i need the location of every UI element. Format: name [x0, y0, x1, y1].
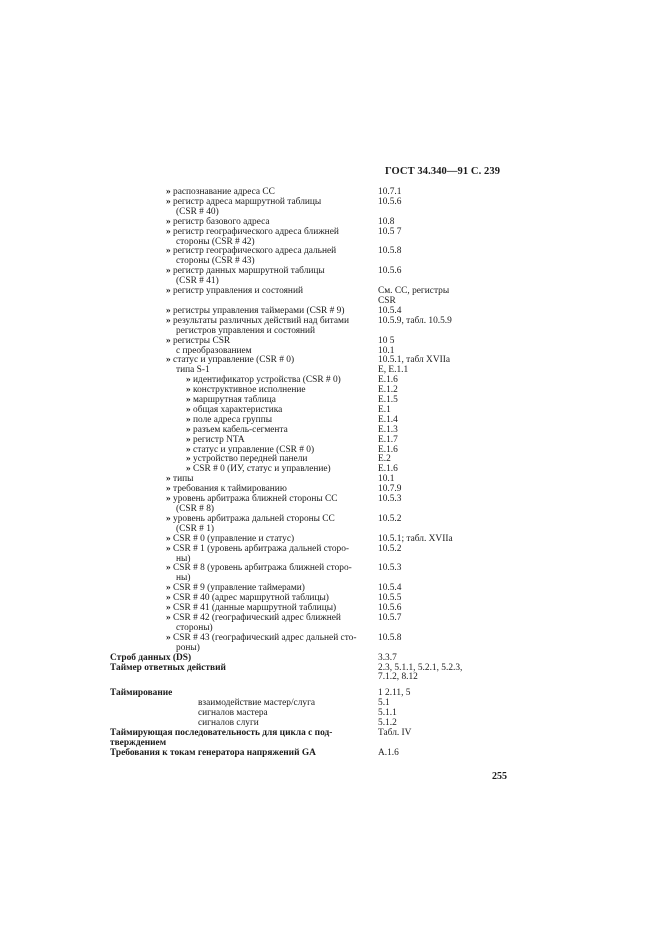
index-reference: См. СС, регистры	[378, 286, 450, 297]
index-reference: 10.5.6	[378, 196, 402, 207]
index-entry	[110, 664, 530, 674]
index-term: Строб данных (DS)	[110, 652, 192, 663]
index-reference: 3.3.7	[378, 652, 397, 663]
index-term: » маршрутная таблица	[110, 396, 378, 406]
index-reference: 10.1	[378, 345, 395, 356]
index-reference: Е.1.2	[378, 385, 398, 396]
index-term: » типы	[110, 475, 378, 485]
index-term: » регистр базового адреса	[110, 218, 378, 228]
index-term: взаимодействие мастер/слуга	[198, 698, 316, 709]
index-term: » регистр NTA	[110, 436, 378, 446]
index-term: тверждением	[110, 737, 167, 748]
index-term: » регистр управления и состояний	[110, 287, 378, 297]
index-term: » CSR # 0 (управление и статус)	[110, 535, 378, 545]
index-entry	[110, 564, 530, 574]
index-term: » регистр географического адреса дальней	[110, 247, 378, 257]
index-term: типа S-1	[176, 365, 210, 376]
index-reference	[378, 644, 528, 654]
index-term: Таймирующая последовательность для цикла с под-	[110, 727, 333, 738]
index-entry	[110, 689, 530, 699]
index-term: » CSR # 8 (уровень арбитража ближней сторо-	[110, 564, 378, 574]
index-reference: Е.1	[378, 404, 391, 415]
index-term: » конструктивное исполнение	[110, 386, 378, 396]
index-reference: 10.5.5	[378, 593, 402, 604]
index-reference: Е, Е.1.1	[378, 365, 409, 376]
index-term	[110, 673, 378, 683]
index-reference: 5.1.1	[378, 708, 397, 719]
index-reference: Табл. IV	[378, 727, 412, 738]
index-term: » уровень арбитража дальней стороны СС	[110, 515, 378, 525]
index-entry	[110, 729, 530, 739]
index-entry	[110, 386, 530, 396]
index-term: » регистр географического адреса ближней	[110, 228, 378, 238]
index-term: » устройство передней панели	[110, 455, 378, 465]
index-reference: 10.8	[378, 216, 395, 227]
index-reference	[378, 327, 528, 337]
index-term: Таймер ответных действий	[110, 662, 226, 673]
index-term: сигналов мастера	[198, 708, 268, 719]
index-reference	[378, 739, 528, 749]
index-term: (CSR # 8)	[176, 504, 215, 514]
index-entry	[110, 749, 530, 759]
index-term: Требования к токам генератора напряжений GA	[110, 747, 316, 758]
index-entry	[110, 396, 530, 406]
index-entry	[110, 673, 530, 683]
index-reference: 10.5.2	[378, 513, 402, 524]
index-term: » статус и управление (CSR # 0)	[110, 356, 378, 366]
index-term: (CSR # 1)	[176, 523, 215, 534]
subject-index	[110, 188, 530, 759]
index-reference: 10.5.4	[378, 583, 402, 594]
index-entry	[110, 426, 530, 436]
index-term: » поле адреса группы	[110, 416, 378, 426]
index-term: » регистр данных маршрутной таблицы	[110, 267, 378, 277]
index-reference: 10.5.7	[378, 612, 402, 623]
index-term: » общая характеристика	[110, 406, 378, 416]
index-term: сигналов слуги	[198, 718, 259, 729]
index-term: » CSR # 41 (данные маршрутной таблицы)	[110, 604, 378, 614]
index-reference: Е.1.6	[378, 375, 398, 386]
index-term: ны)	[176, 553, 191, 564]
index-term: » идентификатор устройства (CSR # 0)	[110, 376, 378, 386]
index-term: (CSR # 41)	[176, 276, 219, 287]
index-entry	[110, 267, 530, 277]
index-term: » CSR # 0 (ИУ, статус и управление)	[110, 465, 378, 475]
index-term: » регистр адреса маршрутной таблицы	[110, 198, 378, 208]
index-reference: 10.5.3	[378, 494, 402, 505]
index-reference: 10.1	[378, 474, 395, 485]
index-entry	[110, 699, 530, 709]
index-entry	[110, 545, 530, 555]
index-term: Таймирование	[110, 688, 173, 699]
index-reference: 10.7.9	[378, 484, 402, 495]
index-entry	[110, 376, 530, 386]
index-entry	[110, 446, 530, 456]
index-reference: 10.5.6	[378, 603, 402, 614]
index-reference: Е.2	[378, 454, 391, 465]
index-term: ны)	[176, 573, 191, 584]
index-entry	[110, 654, 530, 664]
index-entry	[110, 356, 530, 366]
index-term: стороны (CSR # 42)	[176, 236, 255, 247]
index-reference: А.1.6	[378, 747, 399, 758]
index-term: (CSR # 40)	[176, 206, 219, 217]
index-term: » требования к таймированию	[110, 485, 378, 495]
index-term: с преобразованием	[176, 345, 252, 356]
index-term: » CSR # 9 (управление таймерами)	[110, 584, 378, 594]
index-reference: 10.5.8	[378, 246, 402, 257]
index-reference: Е.1.7	[378, 434, 398, 445]
index-entry	[110, 709, 530, 719]
index-reference: 10.5.2	[378, 543, 402, 554]
index-entry	[110, 198, 530, 208]
index-reference: Е.1.4	[378, 414, 398, 425]
page-header: ГОСТ 34.340—91 С. 239	[385, 166, 501, 177]
index-reference: 10.5.1; табл. XVIIа	[378, 533, 453, 544]
index-entry	[110, 495, 530, 505]
index-term: » статус и управление (CSR # 0)	[110, 446, 378, 456]
index-term: регистров управления и состояний	[176, 325, 316, 336]
index-reference: 10.5.1, табл XVIIа	[378, 355, 451, 366]
index-entry	[110, 634, 530, 644]
index-entry	[110, 337, 530, 347]
index-term: » CSR # 40 (адрес маршрутной таблицы)	[110, 594, 378, 604]
index-entry	[110, 406, 530, 416]
index-entry	[110, 436, 530, 446]
index-entry	[110, 317, 530, 327]
index-reference: 10.5 7	[378, 226, 402, 237]
index-term: » разъем кабель-сегмента	[110, 426, 378, 436]
index-reference: 10.7.1	[378, 187, 402, 197]
index-reference	[378, 208, 528, 218]
index-term: » регистры управления таймерами (CSR # 9)	[110, 307, 378, 317]
index-entry	[110, 228, 530, 238]
index-reference: 7.1.2, 8.12	[378, 672, 418, 683]
index-reference: 2.3, 5.1.1, 5.2.1, 5.2.3,	[378, 662, 463, 673]
index-reference: 10.5.3	[378, 563, 402, 574]
index-reference: 10.5.9, табл. 10.5.9	[378, 315, 452, 326]
index-term: стороны)	[176, 622, 213, 633]
index-reference: Е.1.6	[378, 464, 398, 475]
index-reference: 5.1	[378, 698, 390, 709]
index-reference: 10.5.6	[378, 266, 402, 277]
index-entry	[110, 247, 530, 257]
index-reference: 10.5.4	[378, 305, 402, 316]
index-term: » CSR # 43 (географический адрес дальней сто-	[110, 634, 378, 644]
index-term: » CSR # 42 (географический адрес ближней	[110, 614, 378, 624]
index-term: » регистры CSR	[110, 337, 378, 347]
index-term: стороны (CSR # 43)	[176, 256, 255, 267]
index-term: роны)	[176, 642, 200, 653]
index-entry	[110, 515, 530, 525]
index-reference: 5.1.2	[378, 718, 397, 729]
page-number: 255	[492, 771, 507, 782]
index-entry	[110, 416, 530, 426]
index-term: » уровень арбитража ближней стороны СС	[110, 495, 378, 505]
index-reference: Е.1.5	[378, 395, 398, 406]
index-reference: Е.1.3	[378, 424, 398, 435]
index-reference: 1 2.11, 5	[378, 688, 411, 699]
index-term: » CSR # 1 (уровень арбитража дальней сторо-	[110, 545, 378, 555]
index-reference: 10.5.8	[378, 632, 402, 643]
index-entry	[110, 287, 530, 297]
index-reference: Е.1.6	[378, 444, 398, 455]
index-term: » распознавание адреса СС	[110, 188, 378, 198]
index-reference: 10 5	[378, 335, 395, 346]
index-reference: CSR	[378, 295, 396, 306]
index-entry	[110, 614, 530, 624]
index-term: » результаты различных действий над битами	[110, 317, 378, 327]
